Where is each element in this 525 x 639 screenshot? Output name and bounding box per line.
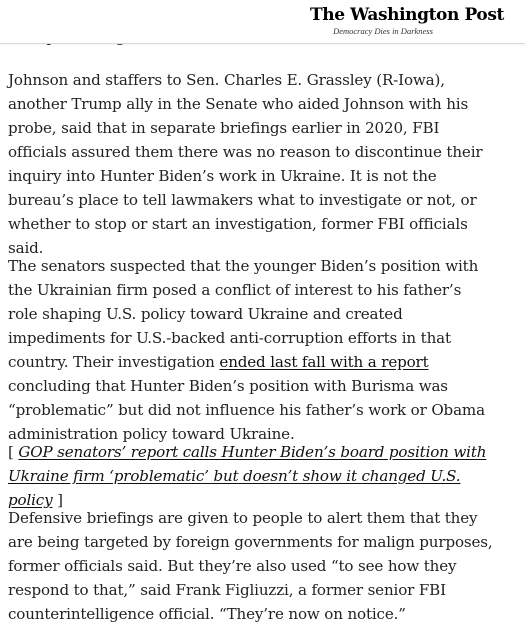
related-article-callout (8, 440, 493, 512)
paragraph-text: Defensive briefings are given to people to alert them that they are being targeted by foreign governments for malign purposes, former officials said. But they’re also used “to see how they respond to that,” said Frank Figliuzzi, a former senior FBI counterintelligence official. “They’re now on notice.” (8, 509, 493, 623)
report-link[interactable]: ended last fall with a report (219, 353, 429, 371)
logo-name: The Washington Post (310, 5, 504, 25)
bracket-open: [ (8, 443, 19, 461)
logo-tagline: Democracy Dies in Darkness (333, 26, 433, 36)
paragraph-text: concluding that Hunter Biden’s position with Burisma was “problematic” but did not influence his father’s work or Obama administration policy toward Ukraine. (8, 377, 485, 443)
article-paragraph (8, 506, 493, 626)
article-paragraph (8, 254, 493, 446)
bracket-close: ] (52, 491, 63, 509)
paragraph-text: Johnson and staffers to Sen. Charles E. Grassley (R-Iowa), another Trump ally in the Senate who aided Johnson with his probe, said that in separate briefings earlier in 2020, FBI officials assured them there was no reason to discontinue their inquiry into Hunter Biden’s work in Ukraine. It is not the bureau’s place to tell lawmakers what to investigate or not, or whether to stop or start an investigation, former FBI officials said. (8, 71, 483, 257)
related-article-link[interactable]: GOP senators’ report calls Hunter Biden’s board position with Ukraine firm ‘problematic’ but doesn’t show it changed U.S. policy (8, 443, 487, 509)
article-paragraph (8, 68, 493, 260)
paragraph-text: The senators suspected that the younger Biden’s position with the Ukrainian firm posed a conflict of interest to his father’s role shaping U.S. policy toward Ukraine and created impediments for U.S.-backed anti-corruption efforts in that country. Their investigation (8, 257, 479, 371)
washington-post-logo[interactable] (310, 5, 504, 36)
top-header-bar (0, 0, 525, 44)
